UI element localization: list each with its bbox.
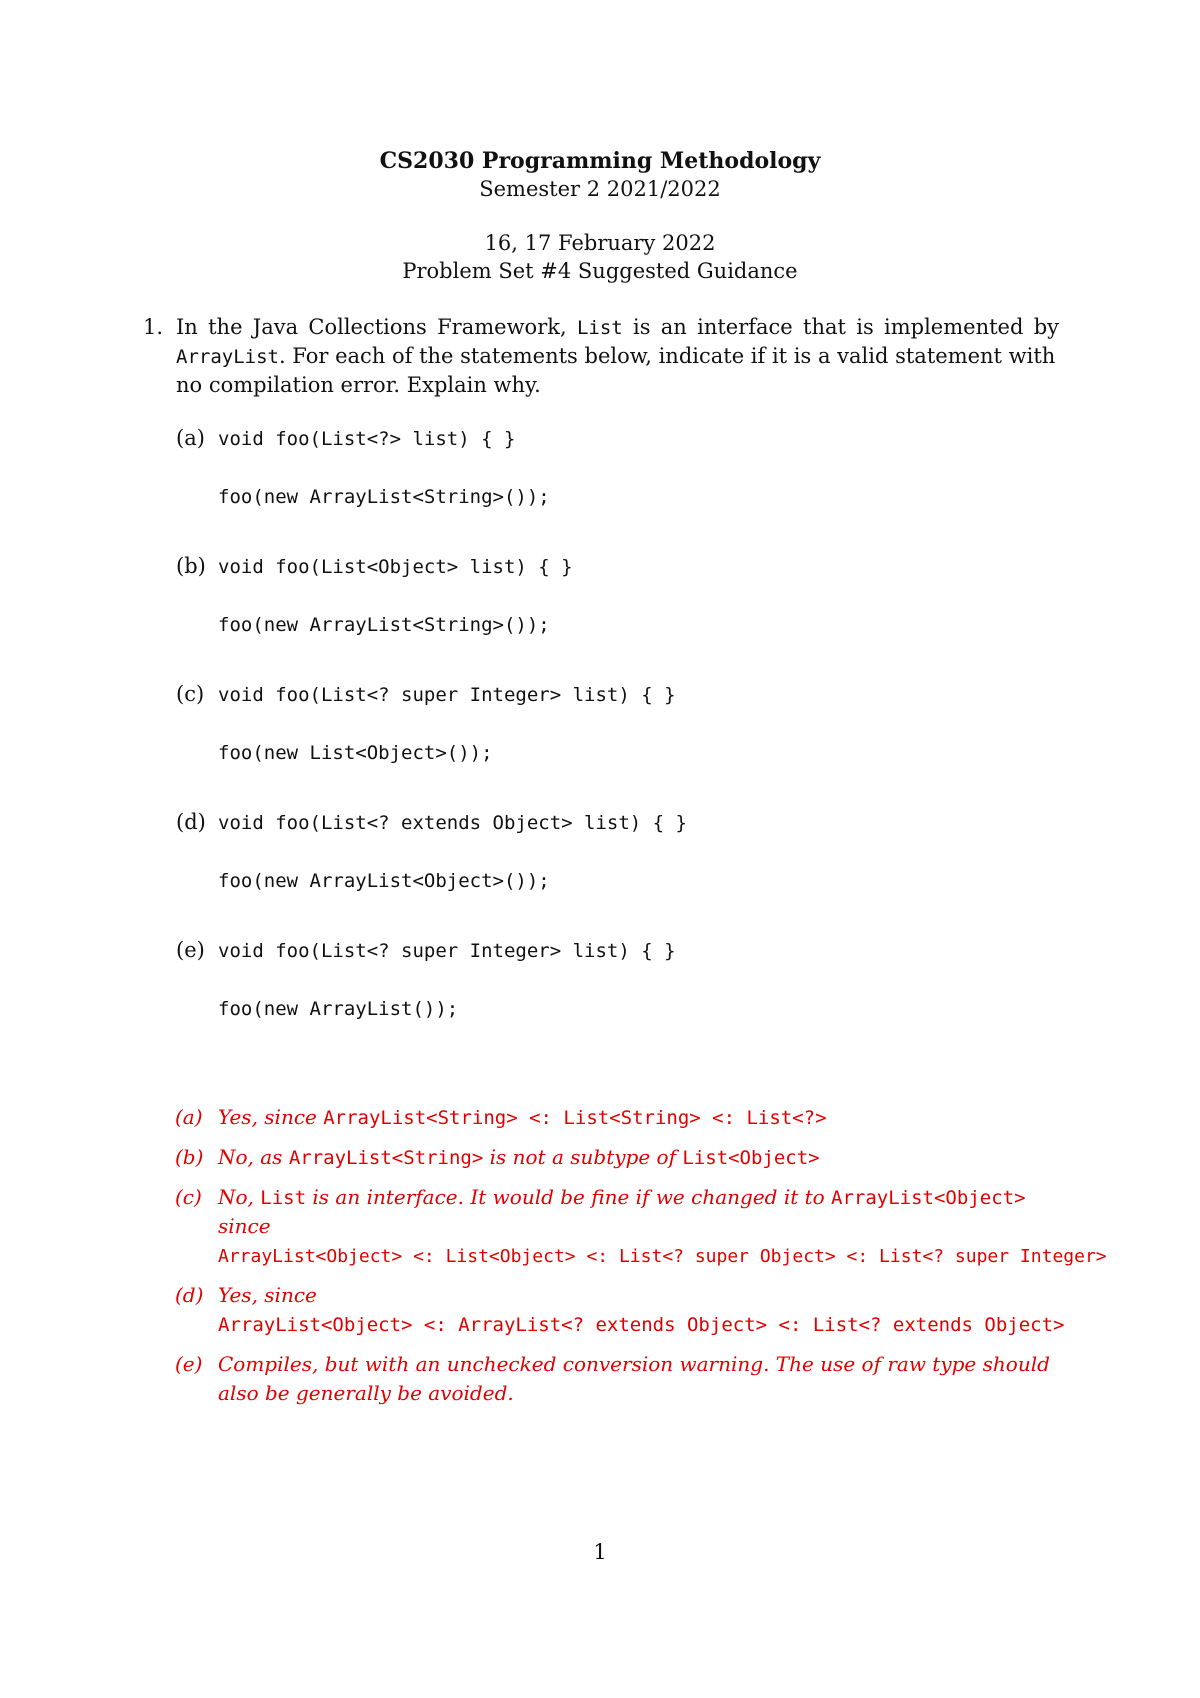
part-label: (c) <box>176 682 205 706</box>
code-declaration: void foo(List<Object> list) { } <box>218 556 573 578</box>
page-number: 1 <box>593 1540 607 1564</box>
code-call: foo(new ArrayList()); <box>218 998 459 1020</box>
answer-e-line-1 <box>218 1352 1050 1376</box>
answer-text: also be generally be avoided. <box>218 1381 514 1405</box>
course-title: CS2030 Programming Methodology <box>379 148 821 174</box>
answer-code: ArrayList<String> <box>288 1147 484 1169</box>
answer-label: (e) <box>175 1352 203 1376</box>
answer-text: Yes, since <box>218 1105 324 1129</box>
answer-code: List <box>260 1187 307 1209</box>
answer-text: is an interface. It would be fine if we changed it to <box>306 1185 832 1209</box>
answer-text: Compiles, but with an unchecked conversion warning. The use of raw type should <box>218 1352 1050 1376</box>
question-line-3 <box>176 373 541 397</box>
part-label: (a) <box>176 426 205 450</box>
code-declaration: void foo(List<?> list) { } <box>218 428 516 450</box>
date: 16, 17 February 2022 <box>484 231 716 255</box>
semester: Semester 2 2021/2022 <box>479 177 721 201</box>
answer-text: Yes, since <box>218 1283 317 1307</box>
answer-label: (b) <box>175 1145 204 1169</box>
answer-a <box>218 1105 827 1129</box>
answer-b <box>218 1145 820 1169</box>
part-label: (d) <box>176 810 206 834</box>
answer-c-line-2 <box>218 1214 271 1238</box>
answer-text: No, as <box>218 1145 289 1169</box>
answer-e-line-2 <box>218 1381 514 1405</box>
answer-code: ArrayList<Object> <: List<Object> <: List<? super Object> <: List<? super Integer> <box>218 1246 1107 1267</box>
answer-d-line-2 <box>218 1312 1064 1336</box>
question-text: no compilation error. Explain why. <box>176 373 541 397</box>
answer-code: ArrayList<Object> <: ArrayList<? extends Object> <: List<? extends Object> <box>218 1314 1065 1336</box>
question-number: 1. <box>143 315 164 339</box>
question-line-2 <box>176 344 1055 368</box>
code-call: foo(new ArrayList<Object>()); <box>218 870 550 892</box>
code-declaration: void foo(List<? super Integer> list) { } <box>218 684 676 706</box>
answer-code: ArrayList<Object> <box>831 1187 1026 1209</box>
code-call: foo(new ArrayList<String>()); <box>218 614 550 636</box>
answer-code: ArrayList<String> <: List<String> <: List<?> <box>323 1107 827 1129</box>
answer-c-line-3 <box>218 1243 1107 1267</box>
question-line-1 <box>176 315 1059 339</box>
answer-label: (a) <box>175 1105 203 1129</box>
question-text: . For each of the statements below, indicate if it is a valid statement with <box>278 344 1056 368</box>
answer-c-line-1 <box>218 1185 1026 1209</box>
answer-label: (c) <box>175 1185 202 1209</box>
answer-label: (d) <box>175 1283 204 1307</box>
code-declaration: void foo(List<? super Integer> list) { } <box>218 940 676 962</box>
answer-code: List<Object> <box>682 1147 820 1169</box>
problem-set-title: Problem Set #4 Suggested Guidance <box>402 259 798 283</box>
code-term: List <box>576 317 623 339</box>
answer-text: since <box>218 1214 271 1238</box>
answer-d-line-1 <box>218 1283 317 1307</box>
part-label: (e) <box>176 938 205 962</box>
question-text: is an interface that is implemented by <box>622 315 1059 339</box>
code-declaration: void foo(List<? extends Object> list) { } <box>218 812 687 834</box>
code-call: foo(new ArrayList<String>()); <box>218 486 550 508</box>
answer-text: is not a subtype of <box>483 1145 683 1169</box>
code-call: foo(new List<Object>()); <box>218 742 493 764</box>
answer-text: No, <box>218 1185 261 1209</box>
question-text: In the Java Collections Framework, <box>176 315 577 339</box>
code-term: ArrayList <box>176 346 279 368</box>
part-label: (b) <box>176 554 206 578</box>
